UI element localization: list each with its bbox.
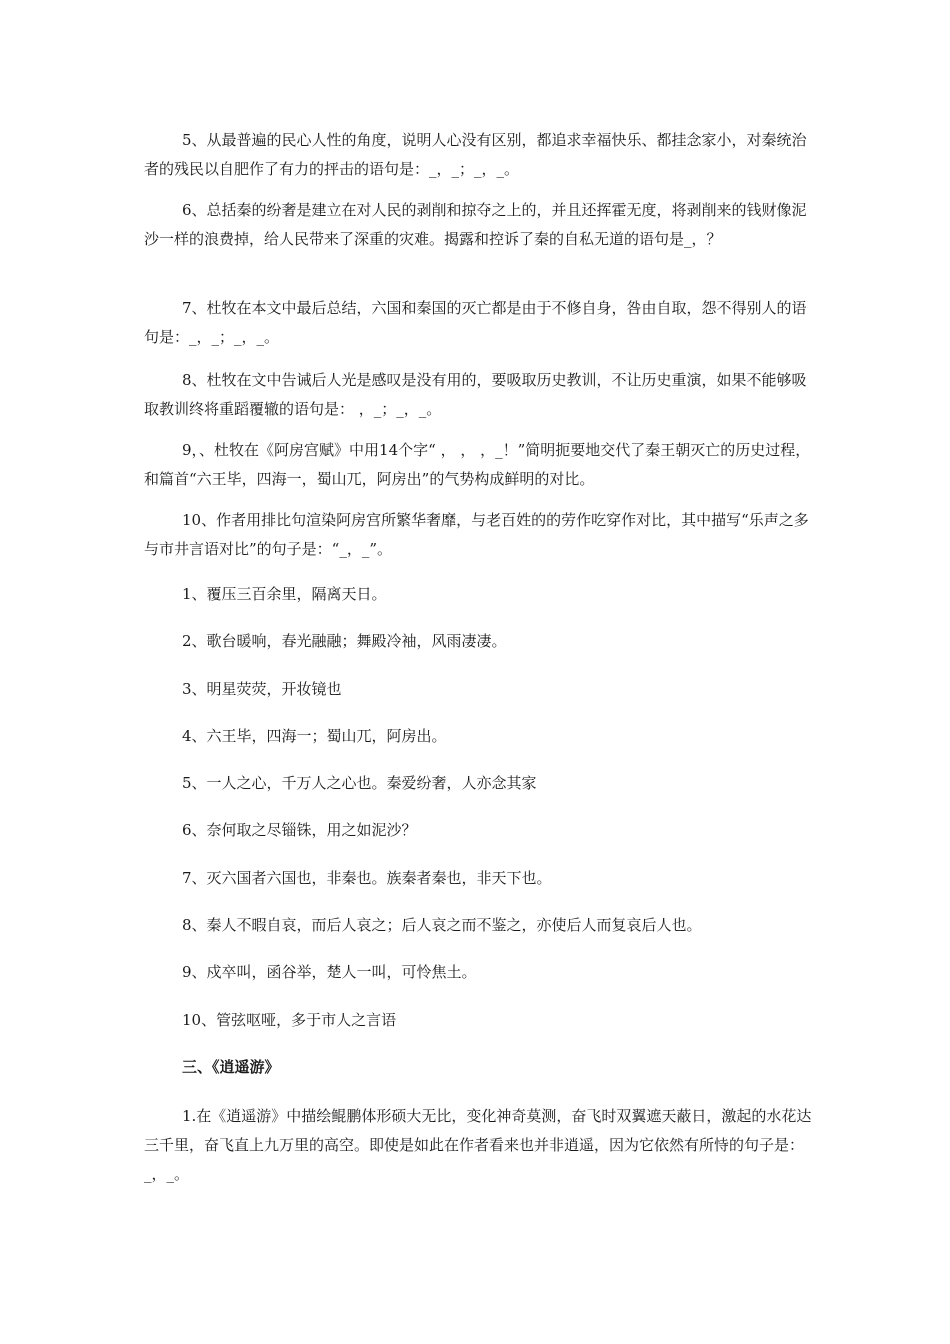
answer-10: 10、管弦呕哑，多于市人之言语: [182, 1011, 397, 1029]
section-question-1: 1.在《逍遥游》中描绘鲲鹏体形硕大无比，变化神奇莫测，奋飞时双翼遮天蔽日，激起的水花达三千里，奋飞直上九万里的高空。即使是如此在作者看来也并非逍遥，因为它依然有所恃的句子是：_，_。: [144, 1107, 812, 1183]
section-heading: 三、《逍遥游》: [182, 1058, 280, 1076]
answer-9: 9、戍卒叫，函谷举，楚人一叫，可怜焦土。: [182, 963, 477, 981]
question-10: 10、作者用排比句渲染阿房宫所繁华奢靡，与老百姓的的劳作吃穿作对比，其中描写“乐声之多与市井言语对比”的句子是：“_，_”。: [144, 511, 809, 558]
answer-5: 5、一人之心，千万人之心也。秦爱纷奢，人亦念其家: [182, 774, 537, 792]
answer-4: 4、六王毕，四海一；蜀山兀，阿房出。: [182, 727, 447, 745]
question-7: 7、杜牧在本文中最后总结，六国和秦国的灭亡都是由于不修自身，咎由自取，怨不得别人的语句是：_，_；_，_。: [144, 299, 807, 346]
answer-8: 8、秦人不暇自哀，而后人哀之；后人哀之而不鉴之，亦使后人而复哀后人也。: [182, 916, 702, 934]
answer-7: 7、灭六国者六国也，非秦也。族秦者秦也，非天下也。: [182, 869, 552, 887]
question-8: 8、杜牧在文中告诫后人光是感叹是没有用的，要吸取历史教训，不让历史重演，如果不能够吸取教训终将重蹈覆辙的语句是： ，_；_，_。: [144, 371, 807, 418]
question-6: 6、总括秦的纷奢是建立在对人民的剥削和掠夺之上的，并且还挥霍无度，将剥削来的钱财像泥沙一样的浪费掉，给人民带来了深重的灾难。揭露和控诉了秦的自私无道的语句是_，？: [144, 201, 807, 248]
answer-6: 6、奈何取之尽锱铢，用之如泥沙？: [182, 821, 417, 839]
answer-3: 3、明星荧荧，开妆镜也: [182, 680, 342, 698]
question-5: 5、从最普遍的民心人性的角度，说明人心没有区别，都追求幸福快乐、都挂念家小，对秦统治者的残民以自肥作了有力的抨击的语句是：_，_；_，_。: [144, 131, 807, 178]
answer-1: 1、覆压三百余里，隔离天日。: [182, 585, 387, 603]
answer-2: 2、歌台暖响，春光融融；舞殿冷袖，风雨凄凄。: [182, 632, 507, 650]
question-9: 9，、杜牧在《阿房宫赋》中用14个字“ ， ， ，_！”简明扼要地交代了秦王朝灭亡的历史过程，和篇首“六王毕，四海一，蜀山兀，阿房出”的气势构成鲜明的对比。: [144, 441, 811, 488]
